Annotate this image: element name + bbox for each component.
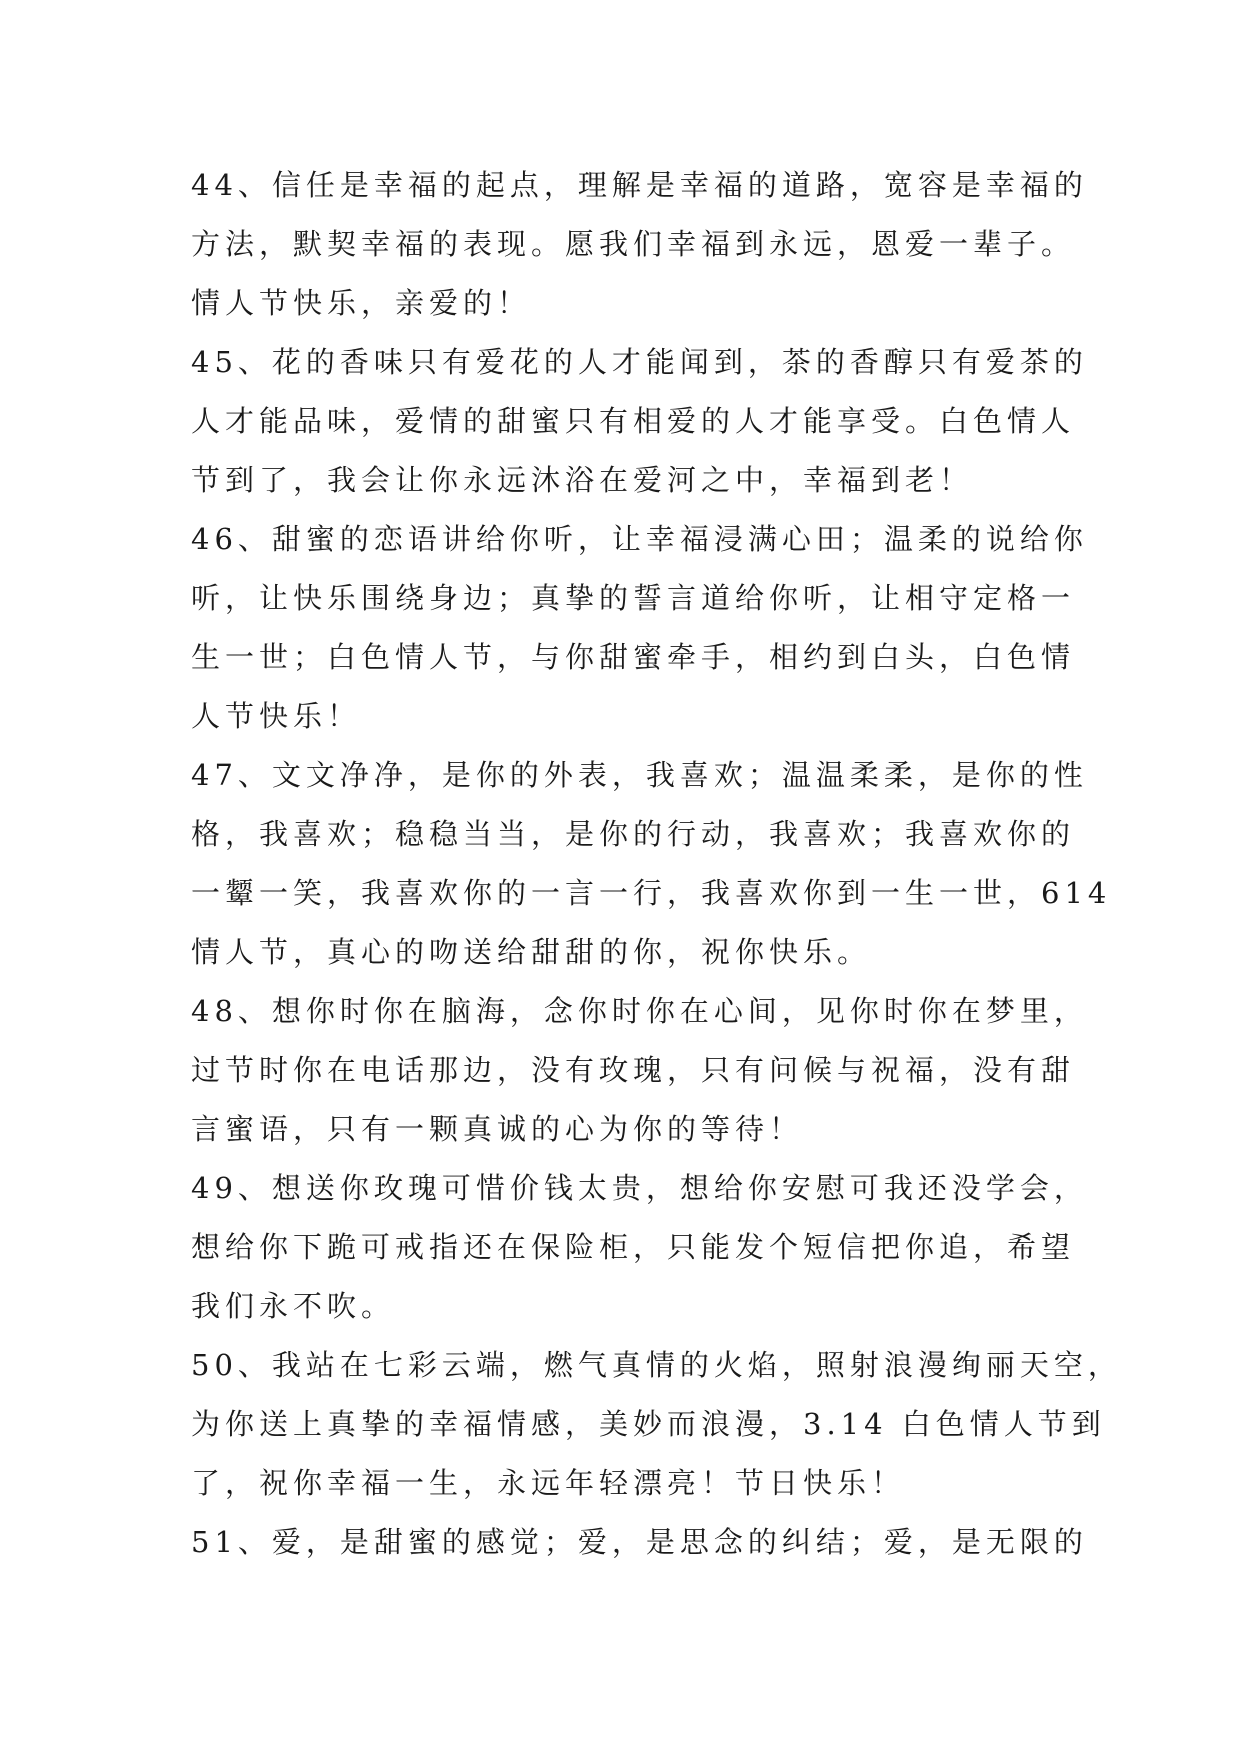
text-line: 情人节快乐，亲爱的！ [191, 286, 532, 320]
text-line: 为你送上真挚的幸福情感，美妙而浪漫，3.14 白色情人节到 [191, 1407, 1106, 1441]
text-line: 想给你下跪可戒指还在保险柜，只能发个短信把你追，希望 [191, 1230, 1076, 1264]
text-line: 我们永不吹。 [191, 1289, 396, 1323]
text-line: 了，祝你幸福一生，永远年轻漂亮！节日快乐！ [191, 1466, 906, 1500]
text-line: 51、爱，是甜蜜的感觉；爱，是思念的纠结；爱，是无限的 [191, 1525, 1088, 1559]
text-line: 言蜜语，只有一颗真诚的心为你的等待！ [191, 1112, 804, 1146]
text-line: 45、花的香味只有爱花的人才能闻到，茶的香醇只有爱茶的 [191, 345, 1088, 379]
text-line: 49、想送你玫瑰可惜价钱太贵，想给你安慰可我还没学会， [191, 1171, 1088, 1205]
text-line: 方法，默契幸福的表现。愿我们幸福到永远，恩爱一辈子。 [191, 227, 1076, 261]
text-line: 生一世；白色情人节，与你甜蜜牵手，相约到白头，白色情 [191, 640, 1076, 674]
text-line: 46、甜蜜的恋语讲给你听，让幸福浸满心田；温柔的说给你 [191, 522, 1088, 556]
text-line: 节到了，我会让你永远沐浴在爱河之中，幸福到老！ [191, 463, 974, 497]
text-line: 人节快乐！ [191, 699, 362, 733]
text-line: 一颦一笑，我喜欢你的一言一行，我喜欢你到一生一世，614 [191, 876, 1112, 910]
text-line: 过节时你在电话那边，没有玫瑰，只有问候与祝福，没有甜 [191, 1053, 1076, 1087]
text-line: 50、我站在七彩云端，燃气真情的火焰，照射浪漫绚丽天空， [191, 1348, 1122, 1382]
text-line: 48、想你时你在脑海，念你时你在心间，见你时你在梦里， [191, 994, 1088, 1028]
text-line: 听，让快乐围绕身边；真挚的誓言道给你听，让相守定格一 [191, 581, 1076, 615]
text-line: 情人节，真心的吻送给甜甜的你，祝你快乐。 [191, 935, 872, 969]
text-line: 44、信任是幸福的起点，理解是幸福的道路，宽容是幸福的 [191, 168, 1088, 202]
body-text [191, 156, 1122, 1572]
text-line: 47、文文净净，是你的外表，我喜欢；温温柔柔，是你的性 [191, 758, 1088, 792]
text-line: 人才能品味，爱情的甜蜜只有相爱的人才能享受。白色情人 [191, 404, 1076, 438]
text-line: 格，我喜欢；稳稳当当，是你的行动，我喜欢；我喜欢你的 [191, 817, 1076, 851]
